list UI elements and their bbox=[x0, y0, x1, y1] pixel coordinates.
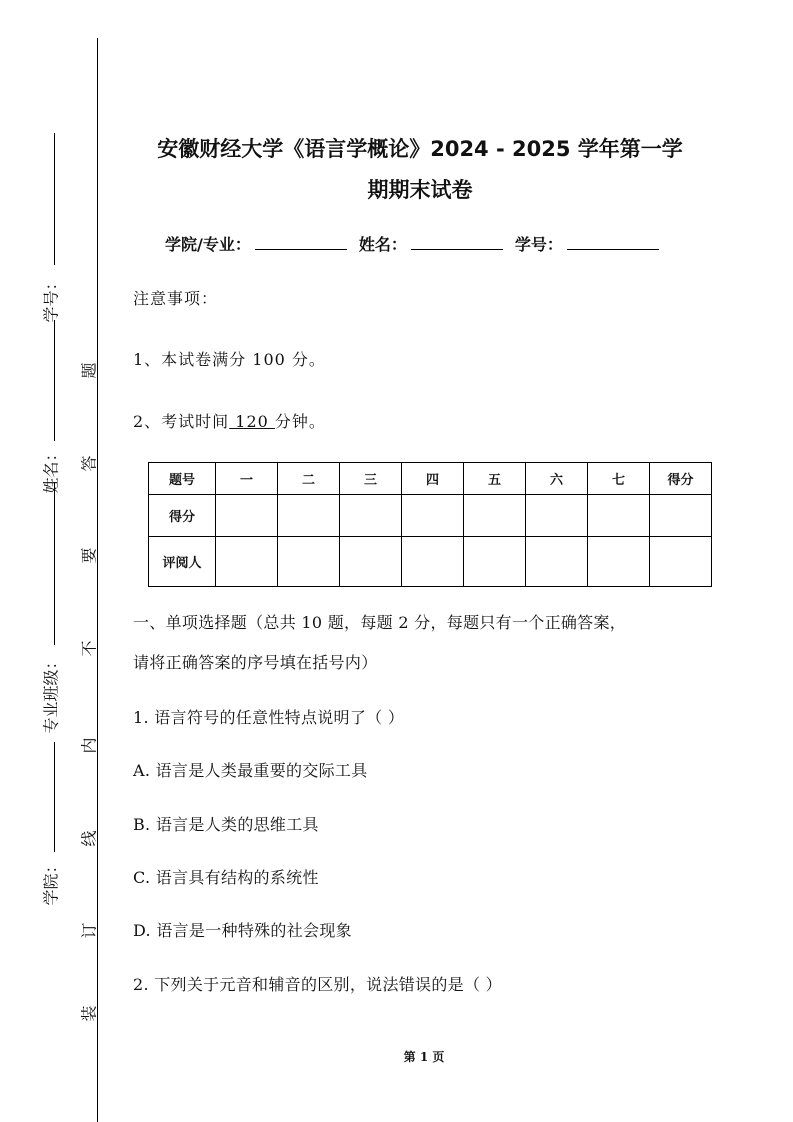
name-label: 姓名： bbox=[358, 235, 407, 254]
margin-label-name: 姓名： bbox=[41, 445, 61, 494]
margin-label-college: 学院： bbox=[41, 857, 61, 906]
score-cell[interactable] bbox=[340, 495, 402, 537]
reviewer-cell[interactable] bbox=[216, 537, 278, 587]
notes-heading: 注意事项： bbox=[133, 289, 219, 308]
score-cell[interactable] bbox=[278, 495, 340, 537]
reviewer-cell[interactable] bbox=[402, 537, 464, 587]
table-header: 二 bbox=[278, 463, 340, 495]
note-text: 2、考试时间 bbox=[133, 412, 230, 431]
name-blank[interactable] bbox=[411, 235, 503, 250]
margin-underline bbox=[54, 320, 55, 441]
table-header: 七 bbox=[588, 463, 650, 495]
table-header-row bbox=[149, 463, 712, 495]
table-header: 四 bbox=[402, 463, 464, 495]
option-c: C. 语言具有结构的系统性 bbox=[133, 868, 319, 887]
table-header: 一 bbox=[216, 463, 278, 495]
seal-char: 订 bbox=[79, 922, 99, 939]
college-blank[interactable] bbox=[255, 235, 347, 250]
score-cell[interactable] bbox=[464, 495, 526, 537]
score-cell[interactable] bbox=[526, 495, 588, 537]
exam-title-line2: 期期末试卷 bbox=[367, 178, 473, 202]
seal-char: 装 bbox=[79, 1005, 99, 1022]
reviewer-cell[interactable] bbox=[464, 537, 526, 587]
seal-char: 题 bbox=[79, 362, 99, 379]
score-cell[interactable] bbox=[216, 495, 278, 537]
table-header: 六 bbox=[526, 463, 588, 495]
table-header: 题号 bbox=[149, 463, 216, 495]
margin-underline bbox=[54, 742, 55, 852]
question-stem: 1. 语言符号的任意性特点说明了（ ） bbox=[133, 708, 405, 727]
margin-label-id: 学号： bbox=[41, 274, 61, 323]
seal-char: 线 bbox=[79, 830, 99, 847]
seal-char: 要 bbox=[79, 547, 99, 564]
option-d: D. 语言是一种特殊的社会现象 bbox=[133, 921, 352, 940]
reviewer-cell[interactable] bbox=[278, 537, 340, 587]
section-heading: 请将正确答案的序号填在括号内） bbox=[133, 653, 378, 672]
margin-underline bbox=[54, 133, 55, 265]
table-header: 三 bbox=[340, 463, 402, 495]
reviewer-cell[interactable] bbox=[650, 537, 712, 587]
score-table bbox=[148, 462, 712, 587]
table-row bbox=[149, 495, 712, 537]
margin-label-class: 专业班级： bbox=[41, 653, 61, 734]
student-info-row bbox=[165, 232, 671, 255]
score-cell[interactable] bbox=[650, 495, 712, 537]
note-item bbox=[133, 409, 326, 432]
seal-char: 不 bbox=[79, 640, 99, 657]
college-label: 学院/专业： bbox=[165, 235, 251, 254]
id-label: 学号： bbox=[514, 235, 563, 254]
reviewer-cell[interactable] bbox=[588, 537, 650, 587]
seal-char: 内 bbox=[79, 737, 99, 754]
reviewer-cell[interactable] bbox=[526, 537, 588, 587]
row-label: 得分 bbox=[149, 495, 216, 537]
section-heading: 一、单项选择题（总共 10 题，每题 2 分，每题只有一个正确答案， bbox=[133, 613, 627, 632]
table-row bbox=[149, 537, 712, 587]
question-stem: 2. 下列关于元音和辅音的区别，说法错误的是（ ） bbox=[133, 975, 502, 994]
score-cell[interactable] bbox=[588, 495, 650, 537]
option-b: B. 语言是人类的思维工具 bbox=[133, 815, 319, 834]
page-number: 第 1 页 bbox=[403, 1050, 445, 1064]
margin-underline bbox=[54, 482, 55, 645]
option-a: A. 语言是人类最重要的交际工具 bbox=[133, 761, 368, 780]
table-header: 五 bbox=[464, 463, 526, 495]
exam-duration: 120 bbox=[229, 412, 275, 431]
exam-title-line1: 安徽财经大学《语言学概论》2024 - 2025 学年第一学 bbox=[157, 137, 683, 161]
score-cell[interactable] bbox=[402, 495, 464, 537]
table-header: 得分 bbox=[650, 463, 712, 495]
binding-line bbox=[97, 38, 98, 1122]
row-label: 评阅人 bbox=[149, 537, 216, 587]
reviewer-cell[interactable] bbox=[340, 537, 402, 587]
note-item: 1、本试卷满分 100 分。 bbox=[133, 350, 326, 369]
seal-char: 答 bbox=[79, 455, 99, 472]
id-blank[interactable] bbox=[567, 235, 659, 250]
note-text: 分钟。 bbox=[274, 412, 326, 431]
